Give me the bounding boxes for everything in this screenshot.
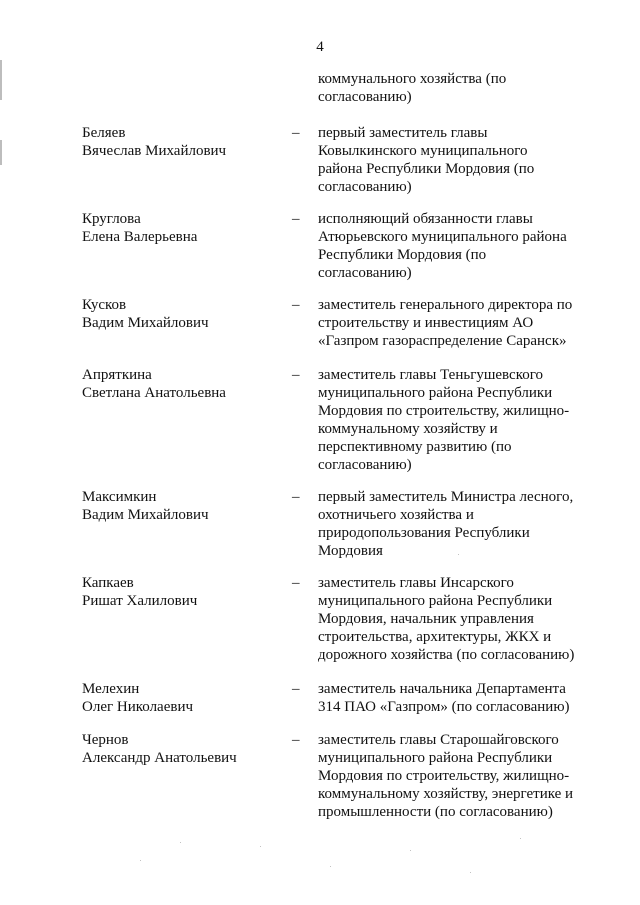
member-name xyxy=(82,680,282,716)
position-line: заместитель главы Инсарского xyxy=(318,575,514,591)
member-given-name: Светлана Анатольевна xyxy=(82,385,226,401)
position-line: муниципального района Республики xyxy=(318,750,553,766)
member-position xyxy=(318,296,618,350)
scan-speck xyxy=(330,866,331,867)
member-given-name: Александр Анатольевич xyxy=(82,750,237,766)
position-line: «Газпром газораспределение Саранск» xyxy=(318,333,567,349)
member-position xyxy=(318,124,618,196)
member-position xyxy=(318,210,618,282)
member-name xyxy=(82,488,282,524)
scan-speck xyxy=(260,846,261,847)
member-given-name: Вячеслав Михайлович xyxy=(82,143,227,159)
member-position xyxy=(318,731,618,821)
position-line: строительству и инвестициям АО xyxy=(318,315,534,331)
position-line: дорожного хозяйства (по согласованию) xyxy=(318,647,575,663)
position-line: природопользования Республики xyxy=(318,525,530,541)
member-given-name: Олег Николаевич xyxy=(82,699,194,715)
dash-separator: – xyxy=(292,211,300,227)
position-line: Мордовия, начальник управления xyxy=(318,611,534,627)
member-surname: Круглова xyxy=(82,211,141,227)
position-line: промышленности (по согласованию) xyxy=(318,804,553,820)
position-line: Мордовия по строительству, жилищно- xyxy=(318,768,570,784)
position-line: согласованию) xyxy=(318,457,412,473)
member-position xyxy=(318,574,618,664)
continuation-text xyxy=(318,70,608,106)
member-position xyxy=(318,366,618,474)
dash-separator: – xyxy=(292,125,300,141)
position-line: Республики Мордовия (по xyxy=(318,247,487,263)
position-line: муниципального района Республики xyxy=(318,593,553,609)
scan-speck xyxy=(470,872,471,873)
position-line: строительства, архитектуры, ЖКХ и xyxy=(318,629,552,645)
dash-separator: – xyxy=(292,732,300,748)
position-line: заместитель главы Теньгушевского xyxy=(318,367,544,383)
member-name xyxy=(82,731,282,767)
member-name xyxy=(82,124,282,160)
position-line: перспективному развитию (по xyxy=(318,439,512,455)
scan-speck xyxy=(520,838,521,839)
position-line: охотничьего хозяйства и xyxy=(318,507,474,523)
member-given-name: Вадим Михайлович xyxy=(82,507,209,523)
position-line: согласованию) xyxy=(318,179,412,195)
member-given-name: Елена Валерьевна xyxy=(82,229,198,245)
scan-speck xyxy=(410,850,411,851)
page-number: 4 xyxy=(316,39,324,55)
position-line: 314 ПАО «Газпром» (по согласованию) xyxy=(318,699,570,715)
member-position xyxy=(318,680,618,716)
position-line: заместитель начальника Департамента xyxy=(318,681,566,697)
scan-edge-mark xyxy=(0,60,2,100)
text-line: согласованию) xyxy=(318,89,412,105)
text-line: коммунального хозяйства (по xyxy=(318,71,507,87)
member-surname: Капкаев xyxy=(82,575,134,591)
position-line: Мордовия по строительству, жилищно- xyxy=(318,403,570,419)
position-line: заместитель главы Старошайговского xyxy=(318,732,559,748)
member-surname: Апряткина xyxy=(82,367,152,383)
member-name xyxy=(82,574,282,610)
dash-separator: – xyxy=(292,575,300,591)
scan-speck xyxy=(180,842,181,843)
member-surname: Мелехин xyxy=(82,681,140,697)
scan-speck xyxy=(140,860,141,861)
position-line: Мордовия xyxy=(318,543,383,559)
position-line: Ковылкинского муниципального xyxy=(318,143,528,159)
member-position xyxy=(318,488,618,560)
position-line: коммунальному хозяйству и xyxy=(318,421,498,437)
member-surname: Чернов xyxy=(82,732,129,748)
position-line: первый заместитель Министра лесного, xyxy=(318,489,574,505)
member-name xyxy=(82,366,282,402)
dash-separator: – xyxy=(292,681,300,697)
dash-separator: – xyxy=(292,489,300,505)
dash-separator: – xyxy=(292,367,300,383)
member-surname: Кусков xyxy=(82,297,127,313)
position-line: исполняющий обязанности главы xyxy=(318,211,533,227)
member-name xyxy=(82,210,282,246)
position-line: коммунальному хозяйству, энергетике и xyxy=(318,786,574,802)
member-given-name: Ришат Халилович xyxy=(82,593,198,609)
scan-speck xyxy=(458,554,459,555)
position-line: Атюрьевского муниципального района xyxy=(318,229,567,245)
member-name xyxy=(82,296,282,332)
position-line: муниципального района Республики xyxy=(318,385,553,401)
position-line: района Республики Мордовия (по xyxy=(318,161,535,177)
position-line: заместитель генерального директора по xyxy=(318,297,573,313)
member-surname: Беляев xyxy=(82,125,126,141)
scan-edge-mark xyxy=(0,140,2,165)
position-line: согласованию) xyxy=(318,265,412,281)
dash-separator: – xyxy=(292,297,300,313)
member-given-name: Вадим Михайлович xyxy=(82,315,209,331)
member-surname: Максимкин xyxy=(82,489,157,505)
position-line: первый заместитель главы xyxy=(318,125,488,141)
